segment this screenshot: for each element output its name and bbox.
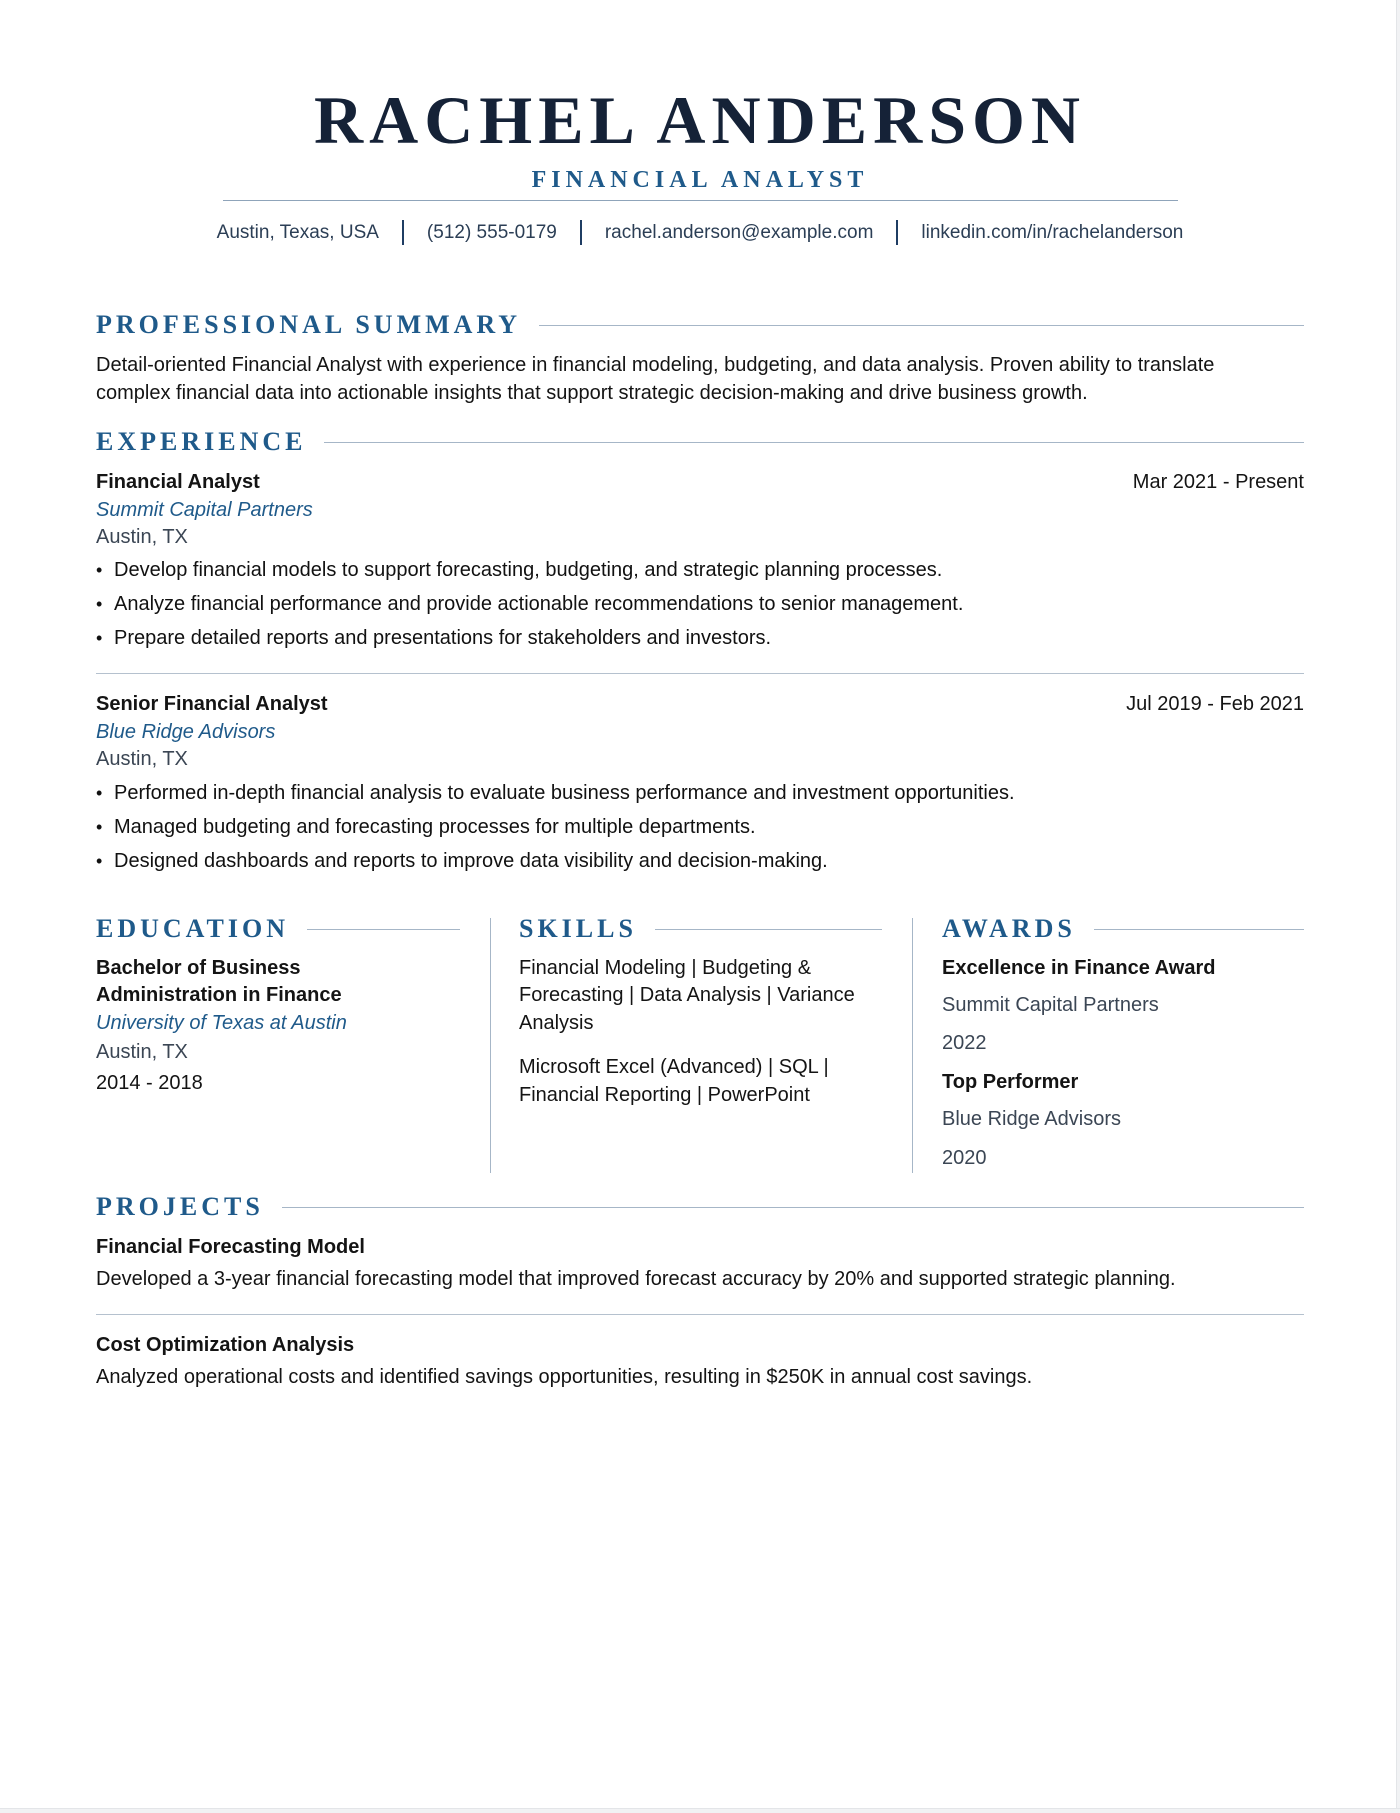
page-edge (1396, 0, 1400, 1812)
experience-heading (96, 427, 1304, 457)
project-name: Financial Forecasting Model (96, 1236, 365, 1258)
job-role: Financial Analyst (96, 471, 260, 493)
skills-heading-label: SKILLS (519, 914, 637, 943)
header-divider (223, 200, 1178, 201)
summary-line: complex financial data into actionable insights that support strategic decision-making and drive business growth. (96, 382, 1088, 404)
education-heading-rule (307, 929, 460, 930)
skills-line: Microsoft Excel (Advanced) | SQL | (519, 1056, 829, 1078)
experience-heading-label: EXPERIENCE (96, 427, 307, 456)
project-name: Cost Optimization Analysis (96, 1334, 355, 1356)
skills-heading-rule (655, 929, 882, 930)
job-bullet: • Managed budgeting and forecasting processes for multiple departments. (96, 813, 1015, 847)
education-heading-label: EDUCATION (96, 914, 289, 943)
award-name: Top Performer (942, 1071, 1079, 1093)
job-company: Blue Ridge Advisors (96, 721, 276, 743)
column-divider (912, 918, 913, 1173)
education-degree-line: Bachelor of Business (96, 957, 301, 979)
skills-line: Financial Reporting | PowerPoint (519, 1084, 810, 1106)
awards-heading-rule (1094, 929, 1304, 930)
job-role: Senior Financial Analyst (96, 693, 328, 715)
summary-heading (96, 310, 1304, 340)
job-company: Summit Capital Partners (96, 499, 313, 521)
resume-header (0, 82, 1400, 194)
contact-email[interactable]: rachel.anderson@example.com (604, 221, 874, 243)
contact-location: Austin, Texas, USA (216, 221, 379, 243)
job-bullet: • Prepare detailed reports and presentations for stakeholders and investors. (96, 624, 963, 658)
skills-line: Analysis (519, 1012, 594, 1034)
candidate-title: FINANCIAL ANALYST (531, 167, 869, 193)
award-org: Summit Capital Partners (942, 994, 1159, 1016)
summary-heading-rule (539, 325, 1304, 326)
job-dates: Jul 2019 - Feb 2021 (1126, 693, 1304, 715)
project-description: Developed a 3-year financial forecasting model that improved forecast accuracy by 20% and supported strategic planning. (96, 1268, 1176, 1290)
education-school: University of Texas at Austin (96, 1012, 347, 1034)
contact-separator (896, 220, 898, 245)
job-bullet: • Develop financial models to support forecasting, budgeting, and strategic planning processes. (96, 556, 963, 590)
award-name: Excellence in Finance Award (942, 957, 1216, 979)
job-location: Austin, TX (96, 526, 188, 548)
award-year: 2022 (942, 1032, 987, 1054)
projects-heading-rule (282, 1207, 1304, 1208)
summary-line: Detail-oriented Financial Analyst with experience in financial modeling, budgeting, and data analysis. Proven ability to translate (96, 354, 1215, 376)
experience-heading-rule (324, 442, 1304, 443)
job-bullets (96, 779, 1015, 881)
page-bottom-edge (0, 1808, 1400, 1813)
project-divider (96, 1314, 1304, 1315)
awards-heading-label: AWARDS (942, 914, 1076, 943)
award-year: 2020 (942, 1147, 987, 1169)
job-bullets (96, 556, 963, 658)
contact-separator (402, 220, 404, 245)
skills-line: Forecasting | Data Analysis | Variance (519, 984, 855, 1006)
job-location: Austin, TX (96, 748, 188, 770)
award-org: Blue Ridge Advisors (942, 1108, 1121, 1130)
candidate-name: RACHEL ANDERSON (313, 82, 1087, 158)
job-divider (96, 673, 1304, 674)
projects-heading-label: PROJECTS (96, 1192, 264, 1221)
skills-heading (519, 914, 882, 944)
job-bullet: • Analyze financial performance and provide actionable recommendations to senior management. (96, 590, 963, 624)
project-description: Analyzed operational costs and identified savings opportunities, resulting in $250K in annual cost savings. (96, 1366, 1033, 1388)
education-location: Austin, TX (96, 1041, 188, 1063)
contact-linkedin[interactable]: linkedin.com/in/rachelanderson (921, 221, 1184, 243)
job-bullet: • Performed in-depth financial analysis to evaluate business performance and investment opportunities. (96, 779, 1015, 813)
contact-separator (580, 220, 582, 245)
projects-heading (96, 1192, 1304, 1222)
education-years: 2014 - 2018 (96, 1072, 203, 1094)
column-divider (490, 918, 491, 1173)
education-degree-line: Administration in Finance (96, 984, 342, 1006)
education-heading (96, 914, 460, 944)
skills-line: Financial Modeling | Budgeting & (519, 957, 812, 979)
job-dates: Mar 2021 - Present (1132, 471, 1304, 493)
contact-phone[interactable]: (512) 555-0179 (426, 221, 557, 243)
contact-bar (0, 220, 1400, 245)
job-bullet: • Designed dashboards and reports to improve data visibility and decision-making. (96, 847, 1015, 881)
awards-heading (942, 914, 1304, 944)
summary-heading-label: PROFESSIONAL SUMMARY (96, 310, 522, 339)
